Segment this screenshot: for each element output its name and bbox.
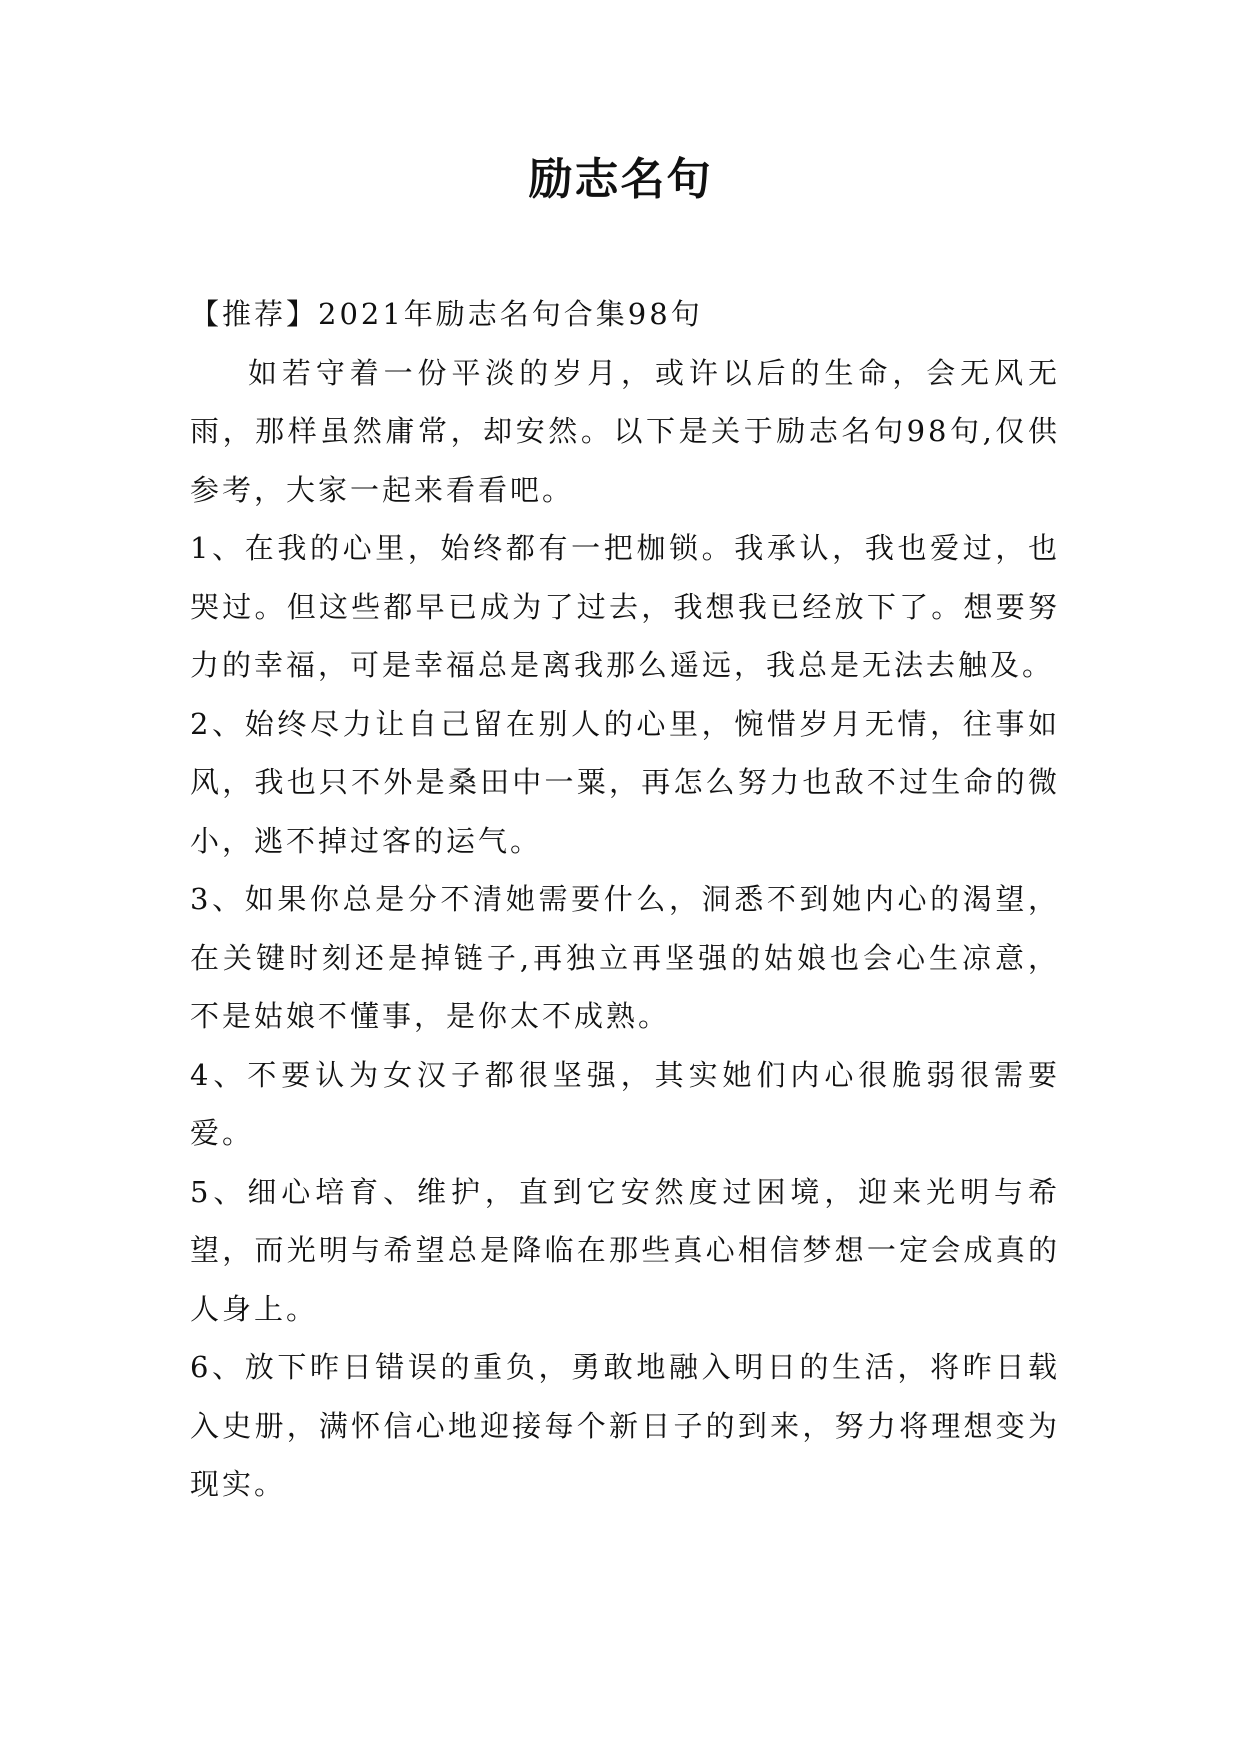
quote-item-5: 5、细心培育、维护，直到它安然度过困境，迎来光明与希望，而光明与希望总是降临在那些真心相信梦想一定会成真的人身上。	[190, 1174, 1060, 1326]
intro-paragraph: 如若守着一份平淡的岁月，或许以后的生命，会无风无雨，那样虽然庸常，却安然。以下是关于励志名句98句,仅供参考，大家一起来看看吧。	[190, 355, 1060, 507]
quote-item-3: 3、如果你总是分不清她需要什么，洞悉不到她内心的渴望，在关键时刻还是掉链子,再独立再坚强的姑娘也会心生凉意，不是姑娘不懂事，是你太不成熟。	[190, 882, 1060, 1033]
quote-item-6: 6、放下昨日错误的重负，勇敢地融入明日的生活，将昨日载入史册，满怀信心地迎接每个新日子的到来，努力将理想变为现实。	[190, 1350, 1060, 1501]
quote-item-1: 1、在我的心里，始终都有一把枷锁。我承认，我也爱过，也哭过。但这些都早已成为了过去，我想我已经放下了。想要努力的幸福，可是幸福总是离我那么遥远，我总是无法去触及。	[190, 531, 1060, 682]
document-title: 励志名句	[528, 154, 713, 205]
document-body	[190, 285, 1060, 1514]
quote-item-2: 2、始终尽力让自己留在别人的心里，惋惜岁月无情，往事如风，我也只不外是桑田中一粟，再怎么努力也敌不过生命的微小，逃不掉过客的运气。	[190, 706, 1060, 858]
document-subtitle: 【推荐】2021年励志名句合集98句	[190, 297, 703, 331]
quote-item-4: 4、不要认为女汉子都很坚强，其实她们内心很脆弱很需要爱。	[190, 1057, 1060, 1150]
